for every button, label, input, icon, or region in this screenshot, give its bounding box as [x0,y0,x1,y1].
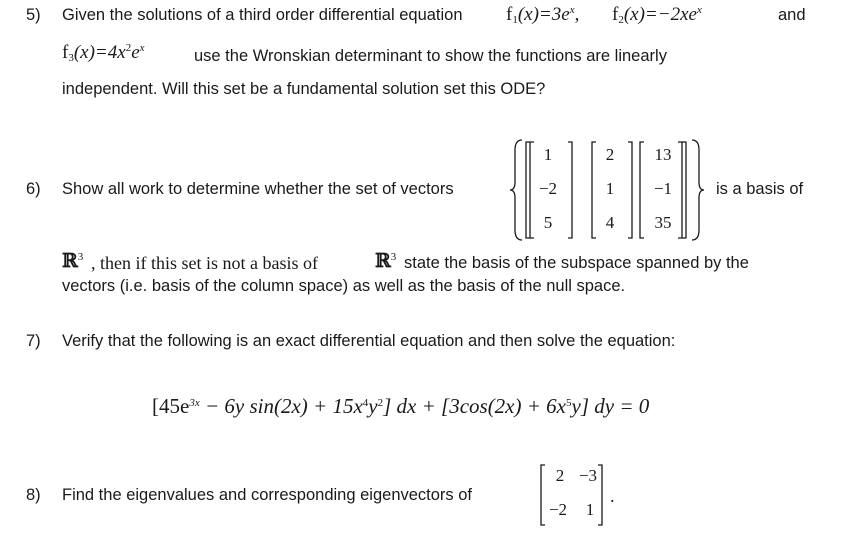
problem-text: is a basis of [716,180,804,198]
f3-name: f [62,42,69,63]
equation-part: y [368,394,378,418]
problem-text: vectors (i.e. basis of the column space) as well as the basis of the null space. [62,277,626,295]
f2-exp: x [696,4,702,16]
problem-text: state the basis of the subspace spanned by the [404,254,749,272]
matrix-entry: −3 [578,466,598,485]
function-f2 [612,4,702,26]
period: . [610,486,615,506]
f1-subscript: 1 [512,14,518,26]
f1-rhs: =3e [538,4,570,25]
vector-1-entry: −2 [538,179,558,198]
R-symbol: ℝ [62,250,78,272]
f2-subscript: 2 [618,14,624,26]
f2-rhs: =−2xe [644,4,697,25]
R-exponent: 3 [390,251,397,263]
R-exponent: 3 [77,251,84,263]
f3-rhs-a: =4x [94,42,126,63]
problem-text: Find the eigenvalues and corresponding eigenvectors of [62,486,473,504]
matrix-entry: −2 [548,500,568,519]
left-bracket-icon [541,465,545,525]
exact-equation [152,394,649,419]
f2-name: f [612,4,619,25]
f1-sep: , [574,4,580,25]
f3-square: 2 [125,42,132,54]
vector-2-entry: 2 [605,145,615,164]
equation-exponent: 2 [377,397,384,409]
f3-exp: x [139,42,145,54]
problem-number: 7) [26,332,41,350]
problem-number: 5) [26,6,41,24]
f1-exp: x [569,4,575,16]
R3-symbol [62,250,83,272]
equation-part: y] dy = 0 [571,394,650,418]
right-brace-icon [692,140,704,240]
vector-1-entry: 5 [543,213,553,232]
equation-part: ] dx + [3cos(2x) + 6x [383,394,566,418]
problem-text: Given the solutions of a third order differential equation [62,6,463,24]
f3-arg: (x) [73,42,95,63]
equation-part: [45e [152,394,190,418]
problem-text: , then if this set is not a basis of [91,253,318,273]
vector-1-entry: 1 [543,145,553,164]
problem-text: independent. Will this set be a fundamental solution set this ODE? [62,80,546,98]
function-f3 [62,42,145,64]
f2-arg: (x) [623,4,645,25]
f3-subscript: 3 [68,52,74,64]
problem-text: use the Wronskian determinant to show the functions are linearly [194,47,667,65]
R-symbol: ℝ [375,250,391,272]
matrix-entry: 2 [555,466,565,485]
vector-2-entry: 4 [605,213,615,232]
matrix-entry: 1 [585,500,595,519]
left-brace-icon [510,140,522,240]
equation-exponent: 5 [566,397,572,409]
vector-2-entry: 1 [605,179,615,198]
equation-exponent: 3x [189,397,200,409]
problem-number: 6) [26,180,41,198]
problem-text: Verify that the following is an exact differential equation and then solve the equation: [62,332,676,350]
function-f1 [506,4,579,26]
equation-part: − 6y sin(2x) + 15x [199,394,363,418]
and-text: and [778,6,806,24]
vector-3-entry: 35 [654,213,672,232]
problem-number: 8) [26,486,41,504]
f3-rhs-b: e [131,42,140,63]
problem-text: Show all work to determine whether the set of vectors [62,180,454,198]
equation-exponent: 4 [362,397,369,409]
f1-name: f [506,4,513,25]
f1-arg: (x) [517,4,539,25]
R3-symbol [375,250,396,272]
vector-3-entry: 13 [654,145,672,164]
vector-3-entry: −1 [653,179,673,198]
